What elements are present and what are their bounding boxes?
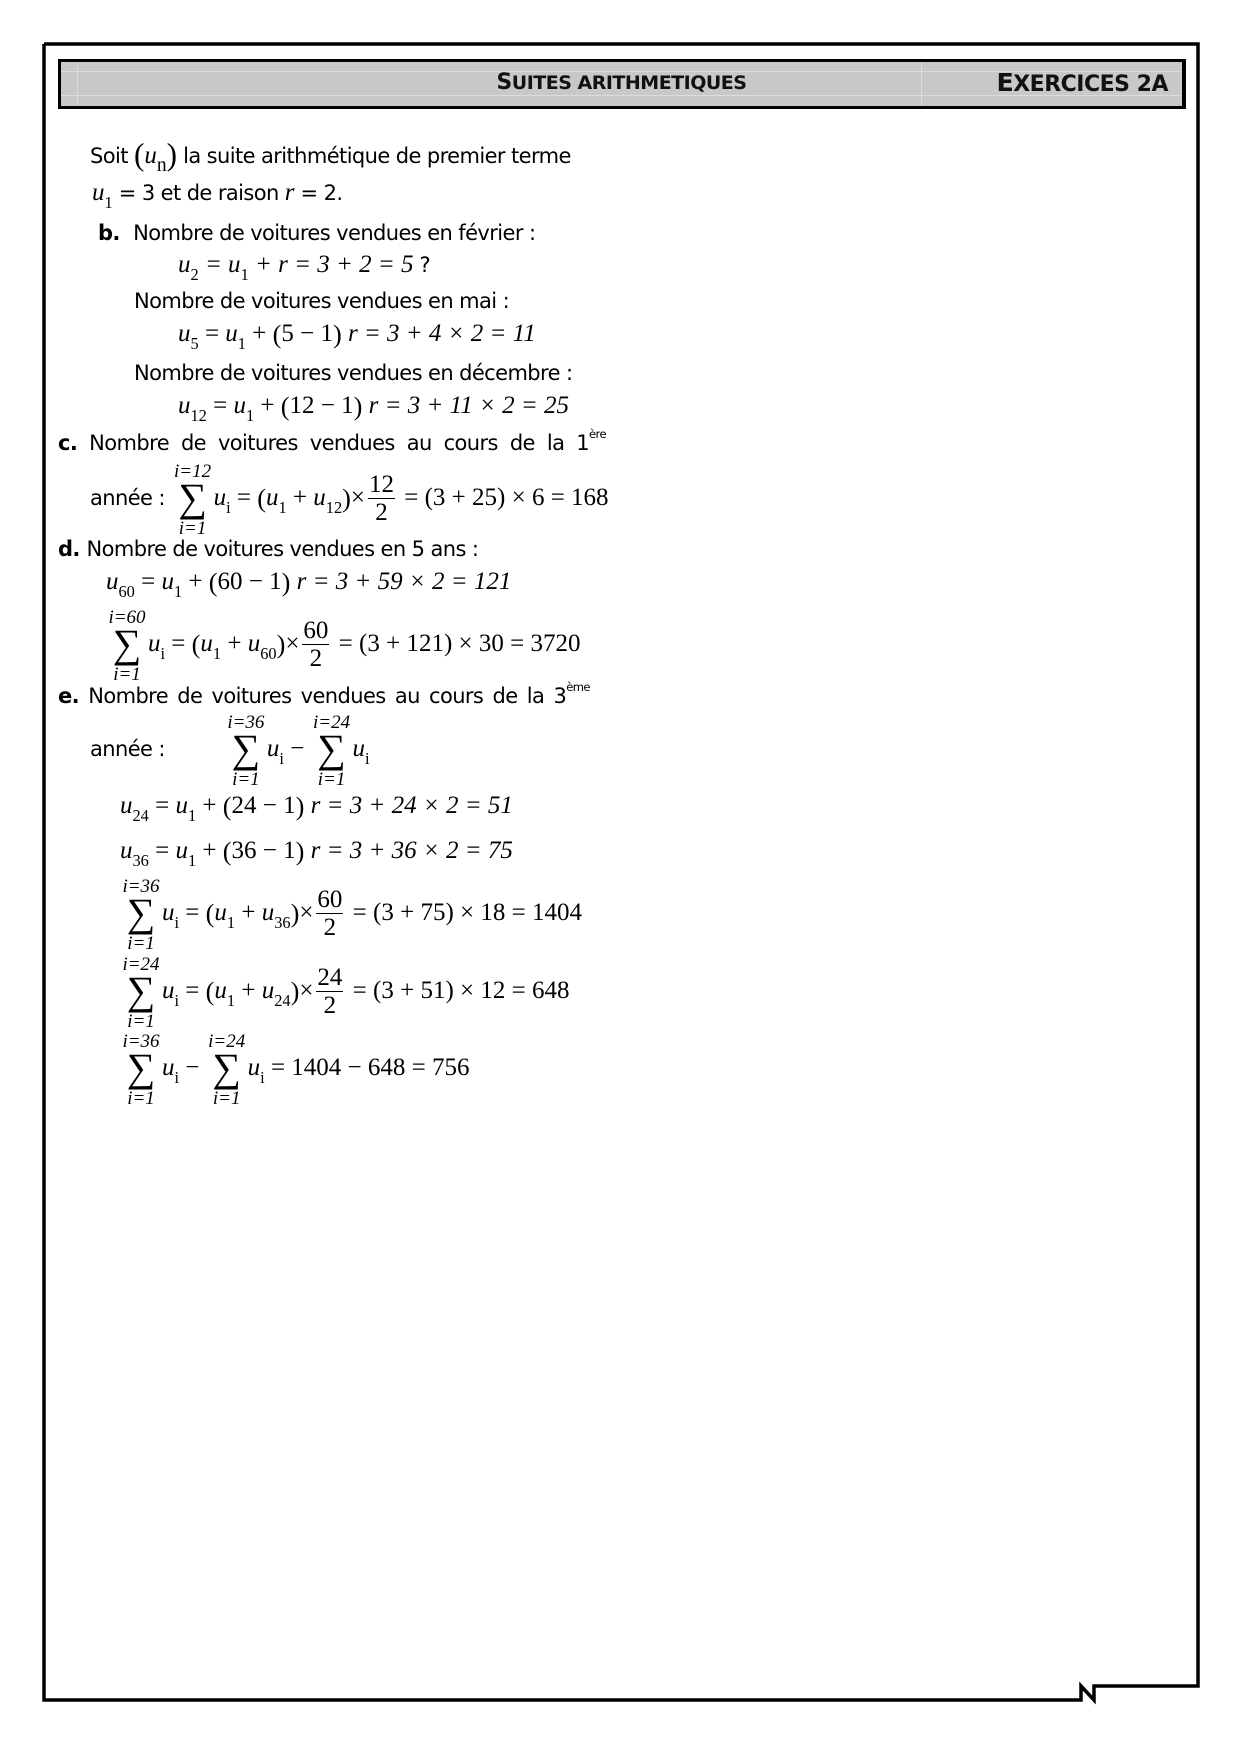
formula-u60: $u_{60} = u_1 + (60 - 1) r = 3 + 59 \times 2 = 121$ [106,568,512,601]
formula-u12: $u_{12} = u_1 + (12 - 1) r = 3 + 11 \times 2 = 25$ [178,392,569,425]
formula-sum-24: i=24 ∑ i=1 $u_i = (u_1 + u_{24})\times$ $\frac{24}{2}$ = (3 + 51) × 12 = 648 [122,954,570,1032]
formula-difference-setup: année : i=36 ∑ i=1 $u_i$ − i=24 ∑ i=1 $u_i$ [90,712,370,790]
part-c-label: c. [58,431,78,455]
part-b-dec-heading: Nombre de voitures vendues en décembre : [134,361,573,385]
formula-u2: $u_2 = u_1 + r = 3 + 2 = 5$ ? [178,251,431,284]
part-b-feb-heading: b. Nombre de voitures vendues en février : [98,221,536,245]
intro-line-2: $u_1 = 3$ et de raison r = 2. [92,179,343,212]
sigma-symbol: i=12 ∑ i=1 [174,461,212,539]
formula-sum-36: i=36 ∑ i=1 $u_i = (u_1 + u_{36})\times$ $\frac{60}{2}$ = (3 + 75) × 18 = 1404 [122,876,582,954]
header-bar [58,59,1186,109]
formula-u5: $u_5 = u_1 + (5 - 1) r = 3 + 4 \times 2 = 11$ [178,320,536,353]
sigma-symbol: i=24 ∑ i=1 [122,954,160,1032]
formula-sum-60: i=60 ∑ i=1 $u_i = (u_1 + u_{60})\times$ $\frac{60}{2}$ = (3 + 121) × 30 = 3720 [108,607,581,685]
exercise-label: EXERCICES 2A [996,68,1168,97]
formula-final-difference: i=36 ∑ i=1 $u_i$ − i=24 ∑ i=1 $u_i = 1404 - 648 = 756$ [122,1031,470,1109]
part-c-heading: c. Nombre de voitures vendues au cours de la 1ère [58,430,606,459]
part-d-heading: d. Nombre de voitures vendues en 5 ans : [58,537,479,561]
intro-line-1: Soit $(u_n)$ la suite arithmétique de premier terme [90,137,571,176]
sigma-symbol: i=60 ∑ i=1 [108,607,146,685]
formula-u36: $u_{36} = u_1 + (36 - 1) r = 3 + 36 \times 2 = 75$ [120,837,513,870]
document-title: SUITES ARITHMETIQUES [496,70,747,95]
sigma-symbol: i=36 ∑ i=1 [227,712,265,790]
formula-sum-12: année : i=12 ∑ i=1 $u_i = (u_1 + u_{12})\times$ $\frac{12}{2}$ = (3 + 25) × 6 = 168 [90,461,609,539]
sigma-symbol: i=36 ∑ i=1 [122,1031,160,1109]
part-b-may-heading: Nombre de voitures vendues en mai : [134,289,510,313]
sigma-symbol: i=36 ∑ i=1 [122,876,160,954]
part-e-label: e. [58,684,80,708]
sigma-symbol: i=24 ∑ i=1 [312,712,351,790]
formula-u24: $u_{24} = u_1 + (24 - 1) r = 3 + 24 \times 2 = 51$ [120,792,513,825]
part-b-label: b. [98,221,120,245]
sigma-symbol: i=24 ∑ i=1 [208,1031,246,1109]
part-d-label: d. [58,537,80,561]
part-e-heading: e. Nombre de voitures vendues au cours de la 3ème [58,683,590,712]
